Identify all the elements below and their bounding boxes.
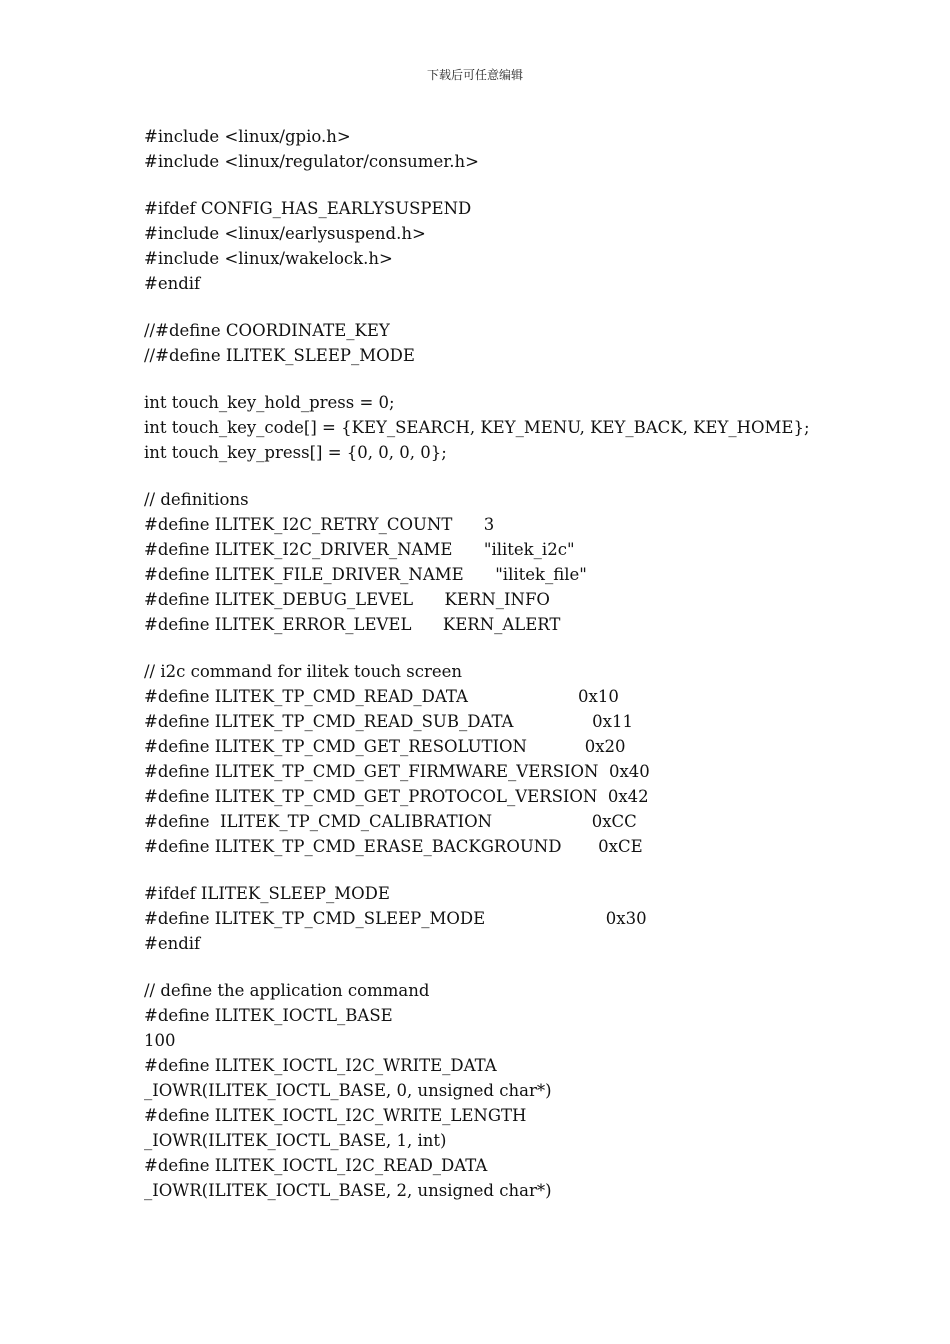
code-block-definitions <box>144 487 924 637</box>
code-line: #define ILITEK_TP_CMD_SLEEP_MODE 0x30 <box>144 909 647 928</box>
code-line: // i2c command for ilitek touch screen <box>144 662 463 681</box>
code-block-earlysuspend <box>144 196 924 296</box>
code-line: // define the application command <box>144 981 430 1000</box>
code-line: int touch_key_hold_press = 0; <box>144 393 395 412</box>
code-block-touch-keys <box>144 390 924 465</box>
code-line: int touch_key_press[] = {0, 0, 0, 0}; <box>144 443 447 462</box>
code-block-i2c-commands <box>144 659 924 859</box>
code-line: //#define ILITEK_SLEEP_MODE <box>144 346 415 365</box>
code-line: // definitions <box>144 490 249 509</box>
code-block-sleep-mode <box>144 881 924 956</box>
code-line: #ifdef CONFIG_HAS_EARLYSUSPEND <box>144 199 472 218</box>
code-line: //#define COORDINATE_KEY <box>144 321 390 340</box>
code-line: #define ILITEK_ERROR_LEVEL KERN_ALERT <box>144 615 561 634</box>
code-line: #include <linux/gpio.h> <box>144 127 351 146</box>
code-line: #define ILITEK_FILE_DRIVER_NAME "ilitek_file" <box>144 565 587 584</box>
code-line: _IOWR(ILITEK_IOCTL_BASE, 2, unsigned char*) <box>144 1181 552 1200</box>
code-line: #define ILITEK_TP_CMD_GET_FIRMWARE_VERSION 0x40 <box>144 762 650 781</box>
code-line: #include <linux/regulator/consumer.h> <box>144 152 479 171</box>
code-line: int touch_key_code[] = {KEY_SEARCH, KEY_MENU, KEY_BACK, KEY_HOME}; <box>144 418 810 437</box>
code-line: #define ILITEK_TP_CMD_GET_PROTOCOL_VERSION 0x42 <box>144 787 649 806</box>
code-listing <box>144 124 924 1203</box>
code-line: _IOWR(ILITEK_IOCTL_BASE, 0, unsigned char*) <box>144 1081 552 1100</box>
code-line: #define ILITEK_TP_CMD_GET_RESOLUTION 0x20 <box>144 737 626 756</box>
code-line: #endif <box>144 274 201 293</box>
code-block-commented-defines <box>144 318 924 368</box>
code-line: #include <linux/wakelock.h> <box>144 249 393 268</box>
code-line: #define ILITEK_DEBUG_LEVEL KERN_INFO <box>144 590 550 609</box>
code-line: #define ILITEK_IOCTL_I2C_WRITE_LENGTH <box>144 1106 527 1125</box>
page-header: 下载后可任意编辑 <box>426 68 523 82</box>
code-line: #define ILITEK_TP_CMD_ERASE_BACKGROUND 0xCE <box>144 837 643 856</box>
code-line: #define ILITEK_I2C_RETRY_COUNT 3 <box>144 515 495 534</box>
code-line: #define ILITEK_TP_CMD_READ_SUB_DATA 0x11 <box>144 712 633 731</box>
code-line: #define ILITEK_IOCTL_I2C_WRITE_DATA <box>144 1056 497 1075</box>
code-line: #ifdef ILITEK_SLEEP_MODE <box>144 884 390 903</box>
code-line: _IOWR(ILITEK_IOCTL_BASE, 1, int) <box>144 1131 447 1150</box>
code-line: #define ILITEK_IOCTL_BASE <box>144 1006 393 1025</box>
code-line: #define ILITEK_TP_CMD_CALIBRATION 0xCC <box>144 812 637 831</box>
code-block-includes <box>144 124 924 174</box>
code-line: 100 <box>144 1031 176 1050</box>
code-line: #endif <box>144 934 201 953</box>
code-line: #include <linux/earlysuspend.h> <box>144 224 426 243</box>
code-line: #define ILITEK_IOCTL_I2C_READ_DATA <box>144 1156 488 1175</box>
code-line: #define ILITEK_I2C_DRIVER_NAME "ilitek_i2c" <box>144 540 575 559</box>
code-line: #define ILITEK_TP_CMD_READ_DATA 0x10 <box>144 687 619 706</box>
code-block-ioctl <box>144 978 924 1203</box>
